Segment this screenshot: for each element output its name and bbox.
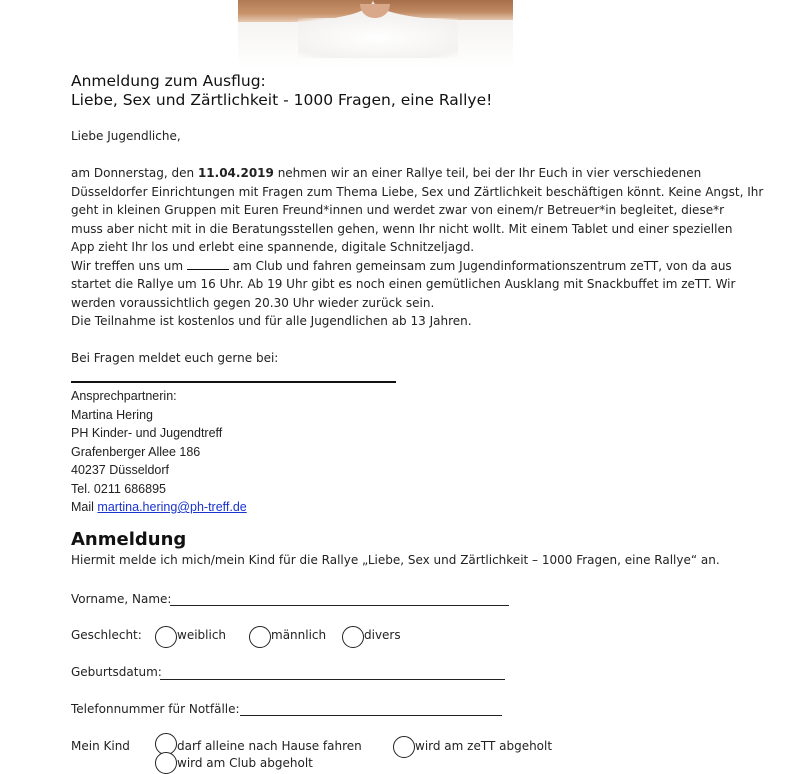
- form-intro: Hiermit melde ich mich/mein Kind für die Rallye „Liebe, Sex und Zärtlichkeit – 1000 Fragen, eine Rallye“ an.: [71, 553, 720, 567]
- name-field[interactable]: [170, 605, 509, 606]
- body-line-8: werden voraussichtlich gegen 20.30 Uhr wieder zurück sein.: [71, 295, 435, 310]
- body-line-2: Düsseldorfer Einrichtungen mit Fragen zum Thema Liebe, Sex und Zärtlichkeit beschäftigen könnt. Keine Angst, Ihr: [71, 184, 764, 199]
- contact-mail-row: [71, 498, 247, 517]
- pickup-zett-label: wird am zeTT abgeholt: [415, 739, 553, 753]
- right-hand-image: [373, 0, 513, 20]
- body-line-3: geht in kleinen Gruppen mit Euren Freund*innen und werdet zwar von einem/r Betreuer*in begleitet, diese*r: [71, 203, 725, 217]
- birth-field[interactable]: [160, 679, 505, 680]
- gender-weiblich-label: weiblich: [177, 628, 227, 642]
- contact-city: 40237 Düsseldorf: [71, 463, 169, 477]
- contact-name: Martina Hering: [71, 407, 153, 422]
- pickup-club-label: wird am Club abgeholt: [177, 756, 313, 770]
- header-photo: [238, 0, 513, 68]
- gender-maennlich-radio[interactable]: [249, 626, 271, 648]
- body-line-6-post: am Club und fahren gemeinsam zum Jugendinformationszentrum zeTT, von da aus: [228, 258, 732, 273]
- emergency-phone-label: Telefonnummer für Notfälle:: [71, 702, 240, 716]
- birth-label: Geburtsdatum:: [71, 665, 162, 679]
- meeting-time-blank[interactable]: [187, 257, 229, 270]
- body-line-6: [71, 257, 732, 276]
- pickup-club-radio[interactable]: [155, 752, 177, 774]
- body-line-1-post: nehmen wir an einer Rallye teil, bei der Ihr Euch in vier verschiedenen: [273, 166, 702, 180]
- document-title: [71, 72, 492, 110]
- body-line-1-pre: am Donnerstag, den: [71, 166, 198, 180]
- child-label: Mein Kind: [71, 739, 130, 753]
- contact-mail-link[interactable]: martina.hering@ph-treff.de: [97, 500, 247, 514]
- questions-line: Bei Fragen meldet euch gerne bei:: [71, 351, 279, 365]
- form-heading: Anmeldung: [71, 529, 187, 550]
- body-line-7: startet die Rallye um 16 Uhr. Ab 19 Uhr gibt es noch einen gemütlichen Ausklang mit Snackbuffet im zeTT. Wir: [71, 277, 736, 291]
- gender-weiblich-radio[interactable]: [155, 626, 177, 648]
- contact-org: PH Kinder- und Jugendtreff: [71, 426, 223, 440]
- body-line-9: Die Teilnahme ist kostenlos und für alle Jugendlichen ab 13 Jahren.: [71, 314, 472, 328]
- heart-hands-image: [360, 4, 390, 18]
- greeting: Liebe Jugendliche,: [71, 129, 181, 143]
- gender-maennlich-label: männlich: [271, 628, 327, 642]
- body-line-4: muss aber nicht mit in die Beratungsstellen gehen, wenn Ihr nicht wollt. Mit einem Tablet und einer speziellen: [71, 221, 733, 236]
- gender-divers-label: divers: [364, 628, 401, 642]
- emergency-phone-field[interactable]: [240, 715, 502, 716]
- contact-block: [71, 387, 247, 517]
- contact-label: Ansprechpartnerin:: [71, 389, 177, 403]
- questions-underline: [71, 381, 396, 383]
- contact-mail-label: Mail: [71, 500, 98, 514]
- pickup-zett-radio[interactable]: [393, 736, 415, 758]
- body-line-6-pre: Wir treffen uns um: [71, 258, 187, 273]
- gender-label: Geschlecht:: [71, 628, 142, 642]
- paper-image: [298, 18, 458, 58]
- event-date: 11.04.2019: [197, 166, 274, 180]
- name-label: Vorname, Name:: [71, 592, 172, 606]
- contact-phone: Tel. 0211 686895: [71, 481, 166, 496]
- body-line-1: [71, 164, 701, 183]
- pickup-alone-label: darf alleine nach Hause fahren: [177, 739, 362, 753]
- gender-divers-radio[interactable]: [342, 626, 364, 648]
- body-line-5: App zieht Ihr los und erlebt eine spannende, digitale Schnitzeljagd.: [71, 240, 475, 254]
- contact-street: Grafenberger Allee 186: [71, 444, 201, 459]
- title-line-2: Liebe, Sex und Zärtlichkeit - 1000 Fragen, eine Rallye!: [71, 91, 493, 109]
- title-line-1: Anmeldung zum Ausflug:: [71, 72, 266, 90]
